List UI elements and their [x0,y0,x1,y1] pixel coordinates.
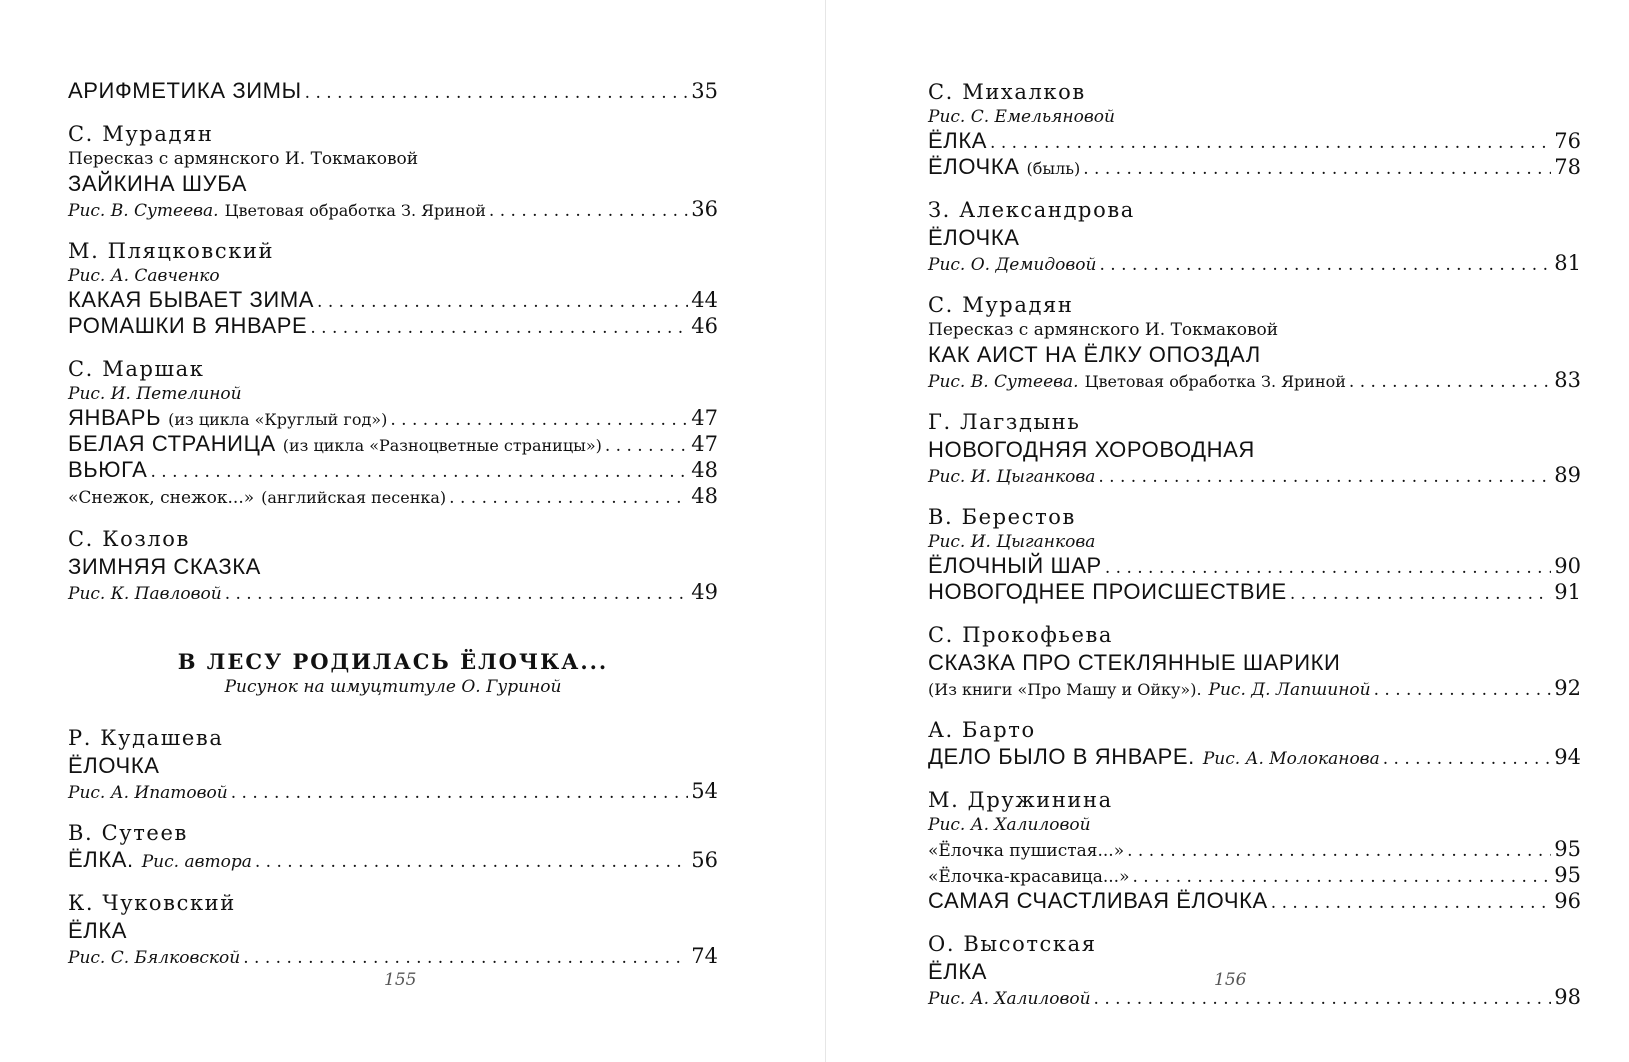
leader-dots [1098,465,1551,489]
illustrator-credit: Рис. И. Цыганкова [928,532,1096,552]
illustrator-credit: Рис. А. Молоканова [1202,749,1380,769]
leader-dots [1132,864,1551,890]
illustrator-credit: Рис. С. Емельяновой [928,107,1115,127]
illustrator-credit: Рис. А. Ипатовой [68,783,228,803]
toc-group [68,525,718,604]
author-name: М. Пляцковский [68,239,275,263]
toc-entry[interactable] [68,405,718,431]
page-number: 48 [691,458,718,482]
page-number: 54 [691,779,718,803]
toc-entry[interactable] [928,553,1581,579]
entry-title[interactable]: ЁЛКА [68,918,128,943]
entry-title[interactable]: НОВОГОДНЯЯ ХОРОВОДНАЯ [928,437,1255,462]
toc-entry[interactable] [68,78,718,104]
leader-dots [1374,678,1552,702]
entry-title[interactable]: ЁЛОЧКА [928,225,1020,250]
leader-dots [990,130,1551,156]
toc-group [928,291,1581,392]
page-number: 36 [691,197,718,221]
page-number: 89 [1554,463,1581,487]
page-number: 47 [691,406,718,430]
leader-dots [1083,156,1551,182]
toc-entry[interactable] [928,368,1581,392]
author-name: К. Чуковский [68,891,236,915]
leader-dots [305,80,689,106]
retelling-note: Пересказ с армянского И. Токмаковой [928,320,1279,340]
illustrator-credit: Рис. С. Бялковской [68,948,241,968]
page-folio: 155 [384,970,417,990]
toc-entry[interactable] [928,836,1581,862]
entry-title[interactable]: СКАЗКА ПРО СТЕКЛЯННЫЕ ШАРИКИ [928,650,1341,675]
leader-dots [310,315,688,341]
entry-title: ЁЛКА. [68,847,134,872]
leader-dots [390,407,688,433]
author-name: С. Козлов [68,527,190,551]
page-number: 96 [1554,889,1581,913]
toc-entry[interactable] [928,862,1581,888]
toc-group [68,237,718,339]
toc-entry[interactable] [68,944,718,968]
leader-dots [317,289,688,315]
entry-title: ДЕЛО БЫЛО В ЯНВАРЕ. [928,744,1195,769]
entry-title[interactable]: КАК АИСТ НА ЁЛКУ ОПОЗДАЛ [928,342,1261,367]
entry-title[interactable]: ЗИМНЯЯ СКАЗКА [68,554,261,579]
leader-dots [605,433,688,459]
leader-dots [489,199,688,223]
page-number: 94 [1554,745,1581,769]
author-name: С. Маршак [68,357,205,381]
toc-entry[interactable] [928,128,1581,154]
leader-dots [1105,555,1551,581]
leader-dots [1099,253,1551,277]
toc-group [928,196,1581,275]
entry-title[interactable]: ЗАЙКИНА ШУБА [68,171,248,196]
entry-title: ЁЛОЧНЫЙ ШАР [928,553,1102,578]
leader-dots [1349,370,1551,394]
page-number: 48 [691,484,718,508]
toc-entry[interactable] [68,431,718,457]
toc-entry[interactable] [68,313,718,339]
leader-dots [1271,890,1551,916]
entry-title: БЕЛАЯ СТРАНИЦА [68,431,276,456]
entry-title: НОВОГОДНЕЕ ПРОИСШЕСТВИЕ [928,579,1287,604]
page-number: 49 [691,580,718,604]
illustrator-credit: Рис. автора [141,852,252,872]
entry-title: ЁЛКА [928,128,988,153]
page-number: 91 [1554,580,1581,604]
color-credit: Цветовая обработка З. Яриной [224,201,486,220]
toc-entry[interactable] [928,154,1581,180]
page-number: 98 [1554,985,1581,1009]
toc-group [68,724,718,803]
section-title[interactable]: В ЛЕСУ РОДИЛАСЬ ЁЛОЧКА... [177,649,609,674]
page-number: 81 [1554,251,1581,275]
leader-dots [255,849,688,875]
illustrator-credit: Рис. Д. Лапшиной [1208,680,1371,700]
leader-dots [449,485,688,511]
entry-title: «Снежок, снежок...» [68,488,255,508]
entry-subtitle: (быль) [1026,159,1081,178]
illustrator-credit: Рис. В. Сутеева. [928,372,1079,392]
page-number: 47 [691,432,718,456]
toc-entry[interactable] [68,457,718,483]
page-number: 44 [691,288,718,312]
toc-entry[interactable] [68,287,718,313]
toc-group [928,716,1581,770]
leader-dots [231,781,689,805]
illustrator-credit: Рис. А. Савченко [68,266,220,286]
page-number: 78 [1554,155,1581,179]
author-name: С. Мурадян [68,122,214,146]
illustrator-credit: Рис. А. Халиловой [928,815,1091,835]
toc-entry[interactable] [928,676,1581,700]
illustrator-credit: Рис. А. Халиловой [928,989,1091,1009]
leader-dots [225,582,689,606]
right-page [826,0,1629,1062]
leader-dots [1127,838,1551,864]
toc-entry[interactable] [928,251,1581,275]
entry-subtitle: (из цикла «Круглый год») [168,410,388,429]
leader-dots [1094,987,1552,1011]
illustrator-credit: Рис. К. Павловой [68,584,222,604]
page-number: 83 [1554,368,1581,392]
illustrator-credit: Рис. О. Демидовой [928,255,1097,275]
entry-title: ВЬЮГА [68,457,148,482]
illustrator-credit: Рис. В. Сутеева. [68,201,219,221]
toc-entry[interactable] [928,744,1581,770]
toc-entry[interactable] [68,847,718,873]
toc-group [928,503,1581,605]
entry-title: «Ёлочка-красавица...» [928,867,1130,887]
toc-group [68,120,718,221]
entry-title[interactable]: ЁЛКА [928,959,988,984]
entry-title: «Ёлочка пушистая...» [928,841,1125,861]
toc-group [68,819,718,873]
entry-subtitle: (из цикла «Разноцветные страницы») [282,436,602,455]
toc-group [68,78,718,104]
toc-entry[interactable] [68,580,718,604]
leader-dots [243,946,688,970]
entry-title: РОМАШКИ В ЯНВАРЕ [68,313,308,338]
entry-title: АРИФМЕТИКА ЗИМЫ [68,78,302,103]
illustrator-credit: Рис. И. Петелиной [68,384,242,404]
section-heading [68,648,718,698]
toc-entry[interactable] [68,779,718,803]
toc-entry[interactable] [68,483,718,509]
toc-entry[interactable] [928,463,1581,487]
author-name: С. Михалков [928,80,1086,104]
page-number: 46 [691,314,718,338]
color-credit: Цветовая обработка З. Яриной [1084,372,1346,391]
toc-right [928,78,1581,1025]
toc-entry[interactable] [68,197,718,221]
author-name: Г. Лагздынь [928,410,1081,434]
retelling-note: Пересказ с армянского И. Токмаковой [68,149,419,169]
leader-dots [1383,746,1552,772]
author-name: В. Берестов [928,505,1076,529]
toc-group [928,408,1581,487]
author-name: М. Дружинина [928,788,1113,812]
page-number: 76 [1554,129,1581,153]
entry-title: ЁЛОЧКА [928,154,1020,179]
entry-subtitle: (английская песенка) [261,488,447,507]
page-number: 92 [1554,676,1581,700]
toc-group [68,889,718,968]
toc-left [68,78,718,984]
page-number: 95 [1554,863,1581,887]
book-source: (Из книги «Про Машу и Ойку»). [928,680,1202,699]
toc-group [928,78,1581,180]
entry-title[interactable]: ЁЛОЧКА [68,753,160,778]
toc-group [68,355,718,509]
toc-entry[interactable] [928,985,1581,1009]
page-number: 90 [1554,554,1581,578]
page-number: 56 [691,848,718,872]
author-name: В. Сутеев [68,821,188,845]
author-name: А. Барто [928,718,1036,742]
page-number: 95 [1554,837,1581,861]
toc-entry[interactable] [928,888,1581,914]
author-name: С. Прокофьева [928,623,1114,647]
entry-title: САМАЯ СЧАСТЛИВАЯ ЁЛОЧКА [928,888,1268,913]
section-subtitle: Рисунок на шмуцтитуле О. Гуриной [224,677,562,697]
author-name: О. Высотская [928,932,1097,956]
toc-group [928,786,1581,914]
illustrator-credit: Рис. И. Цыганкова [928,467,1096,487]
author-name: С. Мурадян [928,293,1074,317]
leader-dots [150,459,688,485]
toc-group [928,621,1581,700]
toc-entry[interactable] [928,579,1581,605]
author-name: З. Александрова [928,198,1135,222]
entry-title: ЯНВАРЬ [68,405,162,430]
page-number: 74 [691,944,718,968]
page-number: 35 [691,79,718,103]
page-folio: 156 [1214,970,1247,990]
entry-title: КАКАЯ БЫВАЕТ ЗИМА [68,287,315,312]
leader-dots [1290,581,1551,607]
toc-group [928,930,1581,1009]
author-name: Р. Кудашева [68,726,224,750]
